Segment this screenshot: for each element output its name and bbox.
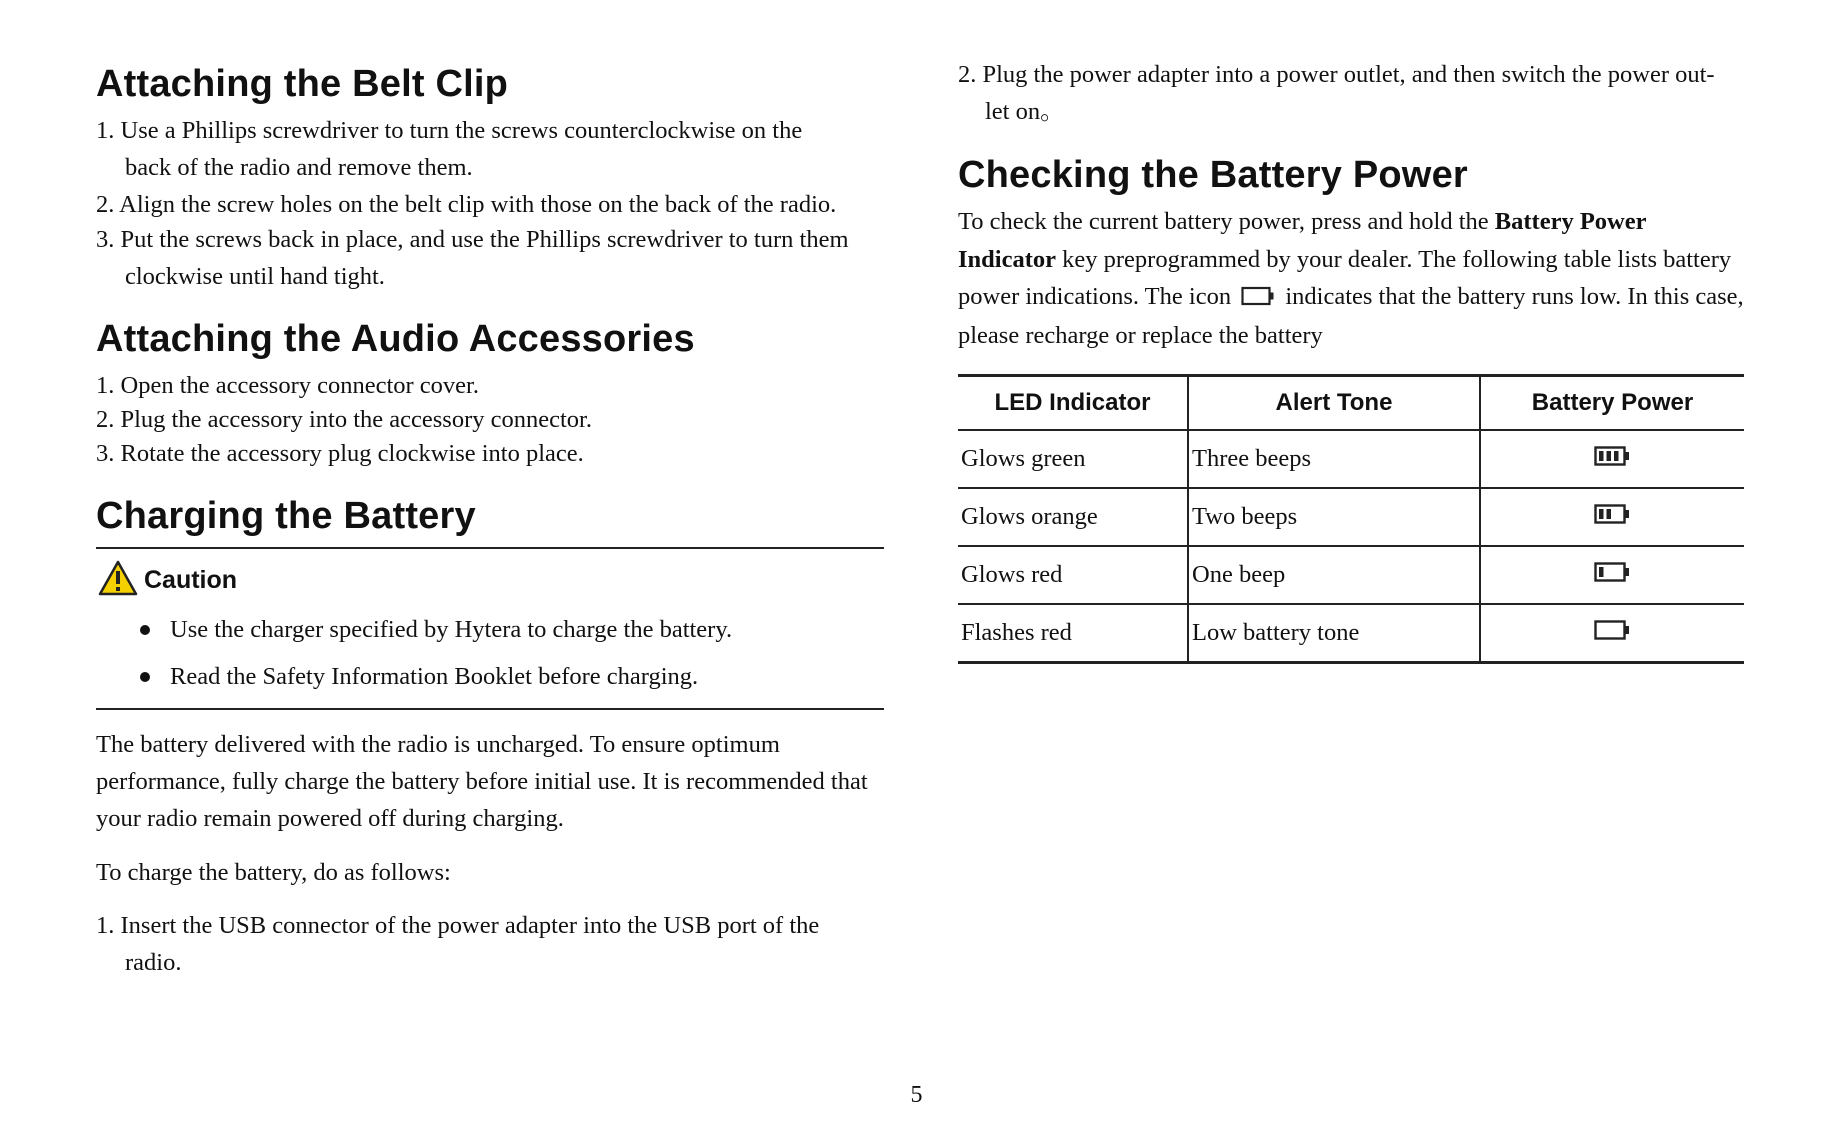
bullet-icon <box>140 672 150 682</box>
alert-tone-cell: One beep <box>1188 546 1480 604</box>
audio-accessories-heading: Attaching the Audio Accessories <box>96 318 695 360</box>
belt-clip-step-3: 3. Put the screws back in place, and use the Phillips screwdriver to turn them clockwise until hand tight. <box>96 226 849 290</box>
caution-bottom-rule <box>96 708 884 710</box>
led-indicator-cell: Glows green <box>958 430 1188 488</box>
led-indicator-cell: Flashes red <box>958 604 1188 663</box>
belt-clip-step-1: 1. Use a Phillips screwdriver to turn the screws counterclockwise on the back of the radio and remove them. <box>96 117 803 181</box>
battery-power-cell <box>1480 546 1744 604</box>
table-row <box>958 546 1744 604</box>
battery-power-key-name: Battery Power Indicator <box>958 208 1647 273</box>
table-header-row <box>958 376 1744 431</box>
led-indicator-cell: Glows red <box>958 546 1188 604</box>
battery-power-paragraph: To check the current battery power, press and hold the Battery Power Indicator key preprogrammed by your dealer. The following table lists battery power indications. The icon indicates that the battery runs low. In this case, please recharge or replace the battery <box>958 208 1744 350</box>
battery-level-icon <box>1594 561 1630 590</box>
charging-step-1: 1. Insert the USB connector of the power adapter into the USB port of the radio. <box>96 912 820 976</box>
battery-level-icon <box>1594 619 1630 648</box>
battery-power-cell <box>1480 430 1744 488</box>
warning-icon <box>98 560 138 601</box>
table-row <box>958 430 1744 488</box>
battery-power-heading: Checking the Battery Power <box>958 154 1468 196</box>
caution-top-rule <box>96 547 884 549</box>
battery-level-icon <box>1594 503 1630 532</box>
caution-item: Use the charger specified by Hytera to charge the battery. <box>140 616 732 644</box>
charging-paragraph: The battery delivered with the radio is uncharged. To ensure optimum performance, fully charge the battery before initial use. It is recommended that your radio remain powered off during charging. <box>96 731 868 832</box>
battery-power-cell <box>1480 488 1744 546</box>
battery-empty-icon <box>1241 280 1275 318</box>
charging-step-2: 2. Plug the power adapter into a power outlet, and then switch the power out- let on。 <box>958 61 1715 125</box>
alert-tone-cell: Three beeps <box>1188 430 1480 488</box>
table-row <box>958 488 1744 546</box>
column-header: LED Indicator <box>958 376 1188 431</box>
caution-label: Caution <box>144 565 238 594</box>
page-number: 5 <box>910 1082 923 1108</box>
charging-heading: Charging the Battery <box>96 495 476 537</box>
charging-instructions-intro: To charge the battery, do as follows: <box>96 859 451 886</box>
battery-level-icon <box>1594 445 1630 474</box>
column-header: Alert Tone <box>1188 376 1480 431</box>
table-row <box>958 604 1744 663</box>
alert-tone-cell: Two beeps <box>1188 488 1480 546</box>
caution-item: Read the Safety Information Booklet before charging. <box>140 663 698 691</box>
battery-indication-table <box>958 374 1744 664</box>
column-header: Battery Power <box>1480 376 1744 431</box>
belt-clip-heading: Attaching the Belt Clip <box>96 63 509 105</box>
battery-power-cell <box>1480 604 1744 663</box>
caution-box <box>98 560 237 600</box>
belt-clip-step-2: 2. Align the screw holes on the belt clip with those on the back of the radio. <box>96 191 837 218</box>
audio-step-2: 2. Plug the accessory into the accessory connector. <box>96 406 592 433</box>
audio-step-1: 1. Open the accessory connector cover. <box>96 372 479 399</box>
led-indicator-cell: Glows orange <box>958 488 1188 546</box>
audio-step-3: 3. Rotate the accessory plug clockwise into place. <box>96 440 584 467</box>
bullet-icon <box>140 625 150 635</box>
alert-tone-cell: Low battery tone <box>1188 604 1480 663</box>
